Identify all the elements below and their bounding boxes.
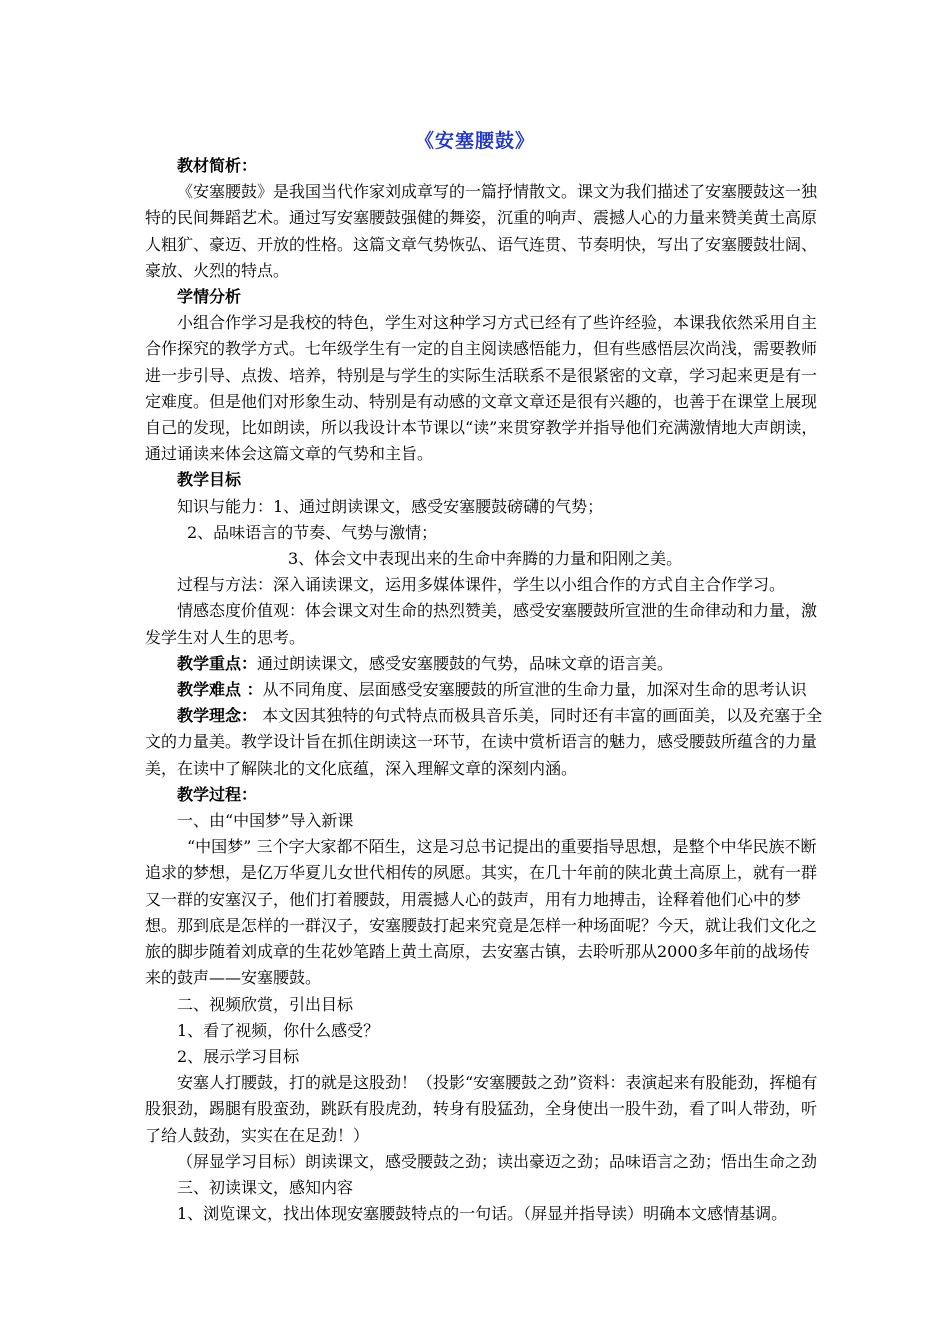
- goal-line-2: 2、品味语言的节奏、气势与激情；: [187, 522, 438, 542]
- document-body: [145, 153, 825, 1227]
- paragraph-textbook: 《安塞腰鼓》是我国当代作家刘成章写的一篇抒情散文。课文为我们描述了安塞腰鼓这一独特的民间舞蹈艺术。通过写安塞腰鼓强健的舞姿，沉重的响声、震撼人心的力量来赞美黄土高原人粗犷、豪迈、开放的性格。这篇文章气势恢弘、语气连贯、节奏明快，写出了安塞腰鼓壮阔、豪放、火烈的特点。: [145, 182, 818, 280]
- goal-emotion: 情感态度价值观：体会课文对生命的热烈赞美，感受安塞腰鼓所宣泄的生命律动和力量，激发学生对人生的思考。: [145, 601, 818, 647]
- key-point-label: 教学重点：: [177, 653, 258, 673]
- goal-line-1: 知识与能力：1、通过朗读课文，感受安塞腰鼓磅礴的气势；: [177, 496, 604, 516]
- step-2-item-2: 2、展示学习目标: [177, 1046, 300, 1066]
- key-point-text: 通过朗读课文，感受安塞腰鼓的气势，品味文章的语言美。: [257, 653, 674, 673]
- paragraph-students: 小组合作学习是我校的特色，学生对这种学习方式已经有了些许经验，本课我依然采用自主合作探究的教学方式。七年级学生有一定的自主阅读感悟能力，但有些感悟层次尚浅，需要教师进一步引导、点拨、培养，特别是与学生的实际生活联系不是很紧密的文章，学习起来更是有一定难度。但是他们对形象生动、特别是有动感的文章文章还是很有兴趣的，也善于在课堂上展现自己的发现，比如朗读，所以我设计本节课以“读”来贯穿教学并指导他们充满激情地大声朗读，通过诵读来体会这篇文章的气势和主旨。: [145, 313, 818, 464]
- section-heading-goals: 教学目标: [177, 470, 242, 490]
- step-2-paragraph-2: （屏显学习目标）朗读课文，感受腰鼓之劲；读出豪迈之劲；品味语言之劲；悟出生命之劲: [177, 1151, 818, 1171]
- key-point-line: [145, 651, 825, 677]
- section-heading-students: 学情分析: [177, 287, 242, 307]
- section-heading-process: 教学过程：: [177, 784, 258, 804]
- goal-line-3: 3、体会文中表现出来的生命中奔腾的力量和阳刚之美。: [288, 549, 683, 569]
- philosophy-label: 教学理念：: [177, 706, 258, 726]
- document-title: 《安塞腰鼓》: [414, 130, 535, 152]
- difficulty-text: 从不同角度、层面感受安塞腰鼓的所宣泄的生命力量，加深对生命的思考认识: [262, 680, 807, 700]
- step-1-paragraph: “中国梦” 三个字大家都不陌生，这是习总书记提出的重要指导思想，是整个中华民族不断追求的梦想，是亿万华夏儿女世代相传的夙愿。其实，在几十年前的陕北黄土高原上，就有一群又一群的安塞汉子，他们打着腰鼓，用震撼人心的鼓声，用有力地搏击，诠释着他们心中的梦想。那到底是怎样的一群汉子，安塞腰鼓打起来究竟是怎样一种场面呢？今天，就让我们文化之旅的脚步随着刘成章的生花妙笔踏上黄土高原，去安塞古镇，去聆听那从2000多年前的战场传来的鼓声——安塞腰鼓。: [145, 837, 818, 988]
- section-heading-textbook: 教材简析：: [177, 156, 258, 175]
- difficulty-label: 教学难点 ：: [177, 680, 263, 700]
- step-2-paragraph: 安塞人打腰鼓，打的就是这股劲！（投影“安塞腰鼓之劲”资料：表演起来有股能劲，挥槌有股狠劲，踢腿有股蛮劲，跳跃有股虎劲，转身有股猛劲，全身使出一股牛劲，看了叫人带劲，听了给人鼓劲，实实在在足劲！）: [145, 1073, 818, 1145]
- philosophy-text: 本文因其独特的句式特点而极具音乐美，同时还有丰富的画面美，以及充塞于全文的力量美。教学设计旨在抓住朗读这一环节，在读中赏析语言的魅力，感受腰鼓所蕴含的力量美，在读中了解陕北的文化底蕴，深入理解文章的深刻内涵。: [145, 706, 823, 778]
- goal-process: 过程与方法：深入诵读课文，运用多媒体课件，学生以小组合作的方式自主合作学习。: [177, 575, 786, 595]
- step-3-item-1: 1、浏览课文，找出体现安塞腰鼓特点的一句话。（屏显并指导读）明确本文感情基调。: [177, 1204, 788, 1224]
- step-1-heading: 一、由“中国梦”导入新课: [177, 811, 354, 831]
- step-3-heading: 三、初读课文，感知内容: [177, 1177, 354, 1197]
- difficulty-line: [145, 677, 825, 703]
- step-2-item-1: 1、看了视频，你什么感受？: [177, 1020, 380, 1040]
- philosophy-line: [145, 703, 825, 782]
- step-2-heading: 二、视频欣赏，引出目标: [177, 994, 354, 1014]
